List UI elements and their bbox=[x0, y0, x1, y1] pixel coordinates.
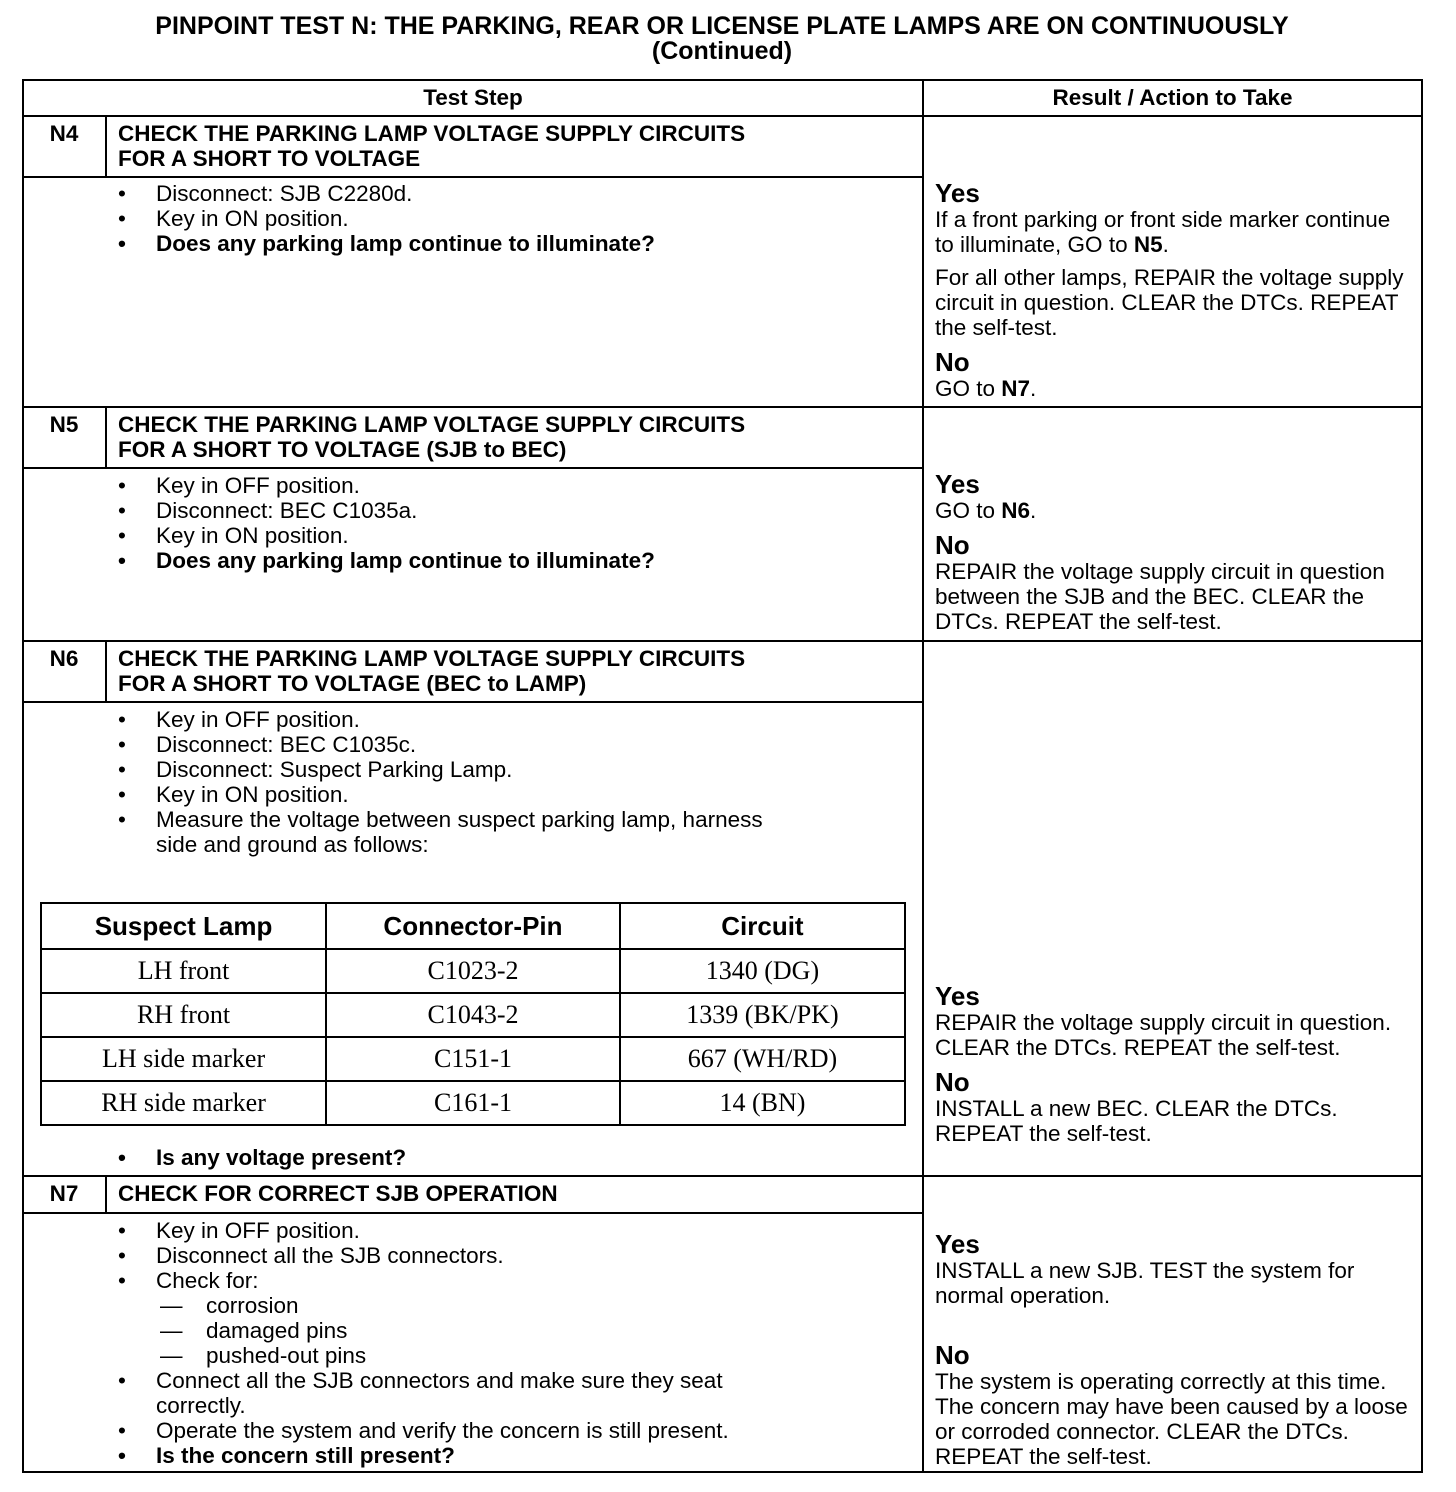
table-cell: 14 (BN) bbox=[620, 1081, 905, 1125]
table-header-row bbox=[41, 903, 905, 949]
no-label: No bbox=[935, 1340, 970, 1370]
table-cell: LH side marker bbox=[41, 1037, 326, 1081]
table-row bbox=[41, 1081, 905, 1125]
list-item: • Disconnect: BEC C1035a. bbox=[118, 498, 655, 523]
n7-id-divider bbox=[105, 1177, 107, 1213]
title-line-2: (Continued) bbox=[651, 37, 793, 65]
n7-instructions bbox=[118, 1218, 729, 1468]
table-cell: C1023-2 bbox=[326, 949, 620, 993]
header-result: Result / Action to Take bbox=[1052, 85, 1293, 110]
table-cell: C1043-2 bbox=[326, 993, 620, 1037]
table-cell: RH front bbox=[41, 993, 326, 1037]
title-line-1: PINPOINT TEST N: THE PARKING, REAR OR LICENSE PLATE LAMPS ARE ON CONTINUOUSLY bbox=[155, 12, 1289, 40]
n6-result: Yes REPAIR the voltage supply circuit in question. CLEAR the DTCs. REPEAT the self-test. No INSTALL a new BEC. CLEAR the DTCs. REPEAT the self-test. bbox=[935, 982, 1415, 1146]
n5-bottom bbox=[24, 640, 1421, 642]
table-cell: 667 (WH/RD) bbox=[620, 1037, 905, 1081]
yes-label: Yes bbox=[935, 1229, 980, 1259]
table-cell: C161-1 bbox=[326, 1081, 620, 1125]
n5-instructions bbox=[118, 473, 655, 573]
no-label: No bbox=[935, 347, 970, 377]
yes-label: Yes bbox=[935, 981, 980, 1011]
column-header: Suspect Lamp bbox=[41, 903, 326, 949]
step-title-n6: CHECK THE PARKING LAMP VOLTAGE SUPPLY CIRCUITS FOR A SHORT TO VOLTAGE (BEC to LAMP) bbox=[118, 646, 746, 696]
n5-title-divider bbox=[24, 467, 922, 469]
list-item: — pushed-out pins bbox=[118, 1343, 729, 1368]
list-item: • Disconnect all the SJB connectors. bbox=[118, 1243, 729, 1268]
list-item: • Disconnect: BEC C1035c. bbox=[118, 732, 763, 757]
n5-id-divider bbox=[105, 408, 107, 468]
table-row bbox=[41, 949, 905, 993]
table-cell: RH side marker bbox=[41, 1081, 326, 1125]
list-item: • Key in OFF position. bbox=[118, 707, 763, 732]
pinpoint-test-table bbox=[22, 79, 1423, 1473]
list-item: — corrosion bbox=[118, 1293, 729, 1318]
list-item: • Does any parking lamp continue to illuminate? bbox=[118, 231, 655, 256]
table-cell: 1339 (BK/PK) bbox=[620, 993, 905, 1037]
n4-result: Yes If a front parking or front side marker continue to illuminate, GO to N5. For all other lamps, REPAIR the voltage supply circuit in question. CLEAR the DTCs. REPEAT the self-test. No GO to N7. bbox=[935, 179, 1415, 401]
table-cell: LH front bbox=[41, 949, 326, 993]
n4-title-divider bbox=[24, 176, 922, 178]
n4-bottom bbox=[24, 406, 1421, 408]
n6-question bbox=[118, 1145, 406, 1170]
list-item: • Key in ON position. bbox=[118, 782, 763, 807]
header-test-step: Test Step bbox=[423, 85, 523, 110]
table-row bbox=[41, 1037, 905, 1081]
column-divider bbox=[922, 81, 924, 1473]
table-cell: C151-1 bbox=[326, 1037, 620, 1081]
column-header: Circuit bbox=[620, 903, 905, 949]
step-id-n5: N5 bbox=[49, 412, 79, 437]
yes-label: Yes bbox=[935, 178, 980, 208]
step-title-n7: CHECK FOR CORRECT SJB OPERATION bbox=[118, 1181, 558, 1206]
step-title-n4: CHECK THE PARKING LAMP VOLTAGE SUPPLY CIRCUITS FOR A SHORT TO VOLTAGE bbox=[118, 121, 746, 171]
yes-label: Yes bbox=[935, 469, 980, 499]
list-item: • Key in ON position. bbox=[118, 523, 655, 548]
list-item: • Key in OFF position. bbox=[118, 1218, 729, 1243]
list-item: • Key in OFF position. bbox=[118, 473, 655, 498]
list-item: • Connect all the SJB connectors and make sure they seat bbox=[118, 1368, 729, 1393]
page-title bbox=[0, 14, 1444, 64]
step-id-n4: N4 bbox=[49, 121, 79, 146]
list-item: • Operate the system and verify the concern is still present. bbox=[118, 1418, 729, 1443]
n4-id-divider bbox=[105, 117, 107, 177]
list-item: • Does any parking lamp continue to illuminate? bbox=[118, 548, 655, 573]
voltage-measurement-table bbox=[40, 902, 906, 1126]
list-item: • Measure the voltage between suspect parking lamp, harness bbox=[118, 807, 763, 832]
list-item: • Disconnect: Suspect Parking Lamp. bbox=[118, 757, 763, 782]
list-item: • Key in ON position. bbox=[118, 206, 655, 231]
list-item: • Is the concern still present? bbox=[118, 1443, 729, 1468]
n6-bottom bbox=[24, 1175, 1421, 1177]
n7-result: Yes INSTALL a new SJB. TEST the system for normal operation. No The system is operating correctly at this time. The concern may have been caused by a loose or corroded connector. CLEAR the DTCs. REPEAT the self-test. bbox=[935, 1230, 1415, 1469]
no-label: No bbox=[935, 1067, 970, 1097]
list-item: • Check for: bbox=[118, 1268, 729, 1293]
no-label: No bbox=[935, 530, 970, 560]
n5-result: Yes GO to N6. No REPAIR the voltage supply circuit in question between the SJB and the BEC. CLEAR the DTCs. REPEAT the self-test. bbox=[935, 470, 1415, 634]
list-item: — damaged pins bbox=[118, 1318, 729, 1343]
n6-title-divider bbox=[24, 701, 922, 703]
step-id-n7: N7 bbox=[49, 1181, 79, 1206]
n7-title-divider bbox=[24, 1212, 922, 1214]
n6-instructions bbox=[118, 707, 763, 857]
header-divider bbox=[24, 115, 1421, 117]
column-header: Connector-Pin bbox=[326, 903, 620, 949]
n6-id-divider bbox=[105, 642, 107, 702]
step-id-n6: N6 bbox=[49, 646, 79, 671]
table-cell: 1340 (DG) bbox=[620, 949, 905, 993]
list-item: side and ground as follows: bbox=[156, 832, 429, 857]
step-title-n5: CHECK THE PARKING LAMP VOLTAGE SUPPLY CIRCUITS FOR A SHORT TO VOLTAGE (SJB to BEC) bbox=[118, 412, 746, 462]
list-item: • Disconnect: SJB C2280d. bbox=[118, 181, 655, 206]
list-item: correctly. bbox=[156, 1393, 246, 1418]
list-item: • Is any voltage present? bbox=[118, 1145, 406, 1170]
n4-instructions bbox=[118, 181, 655, 256]
table-row bbox=[41, 993, 905, 1037]
